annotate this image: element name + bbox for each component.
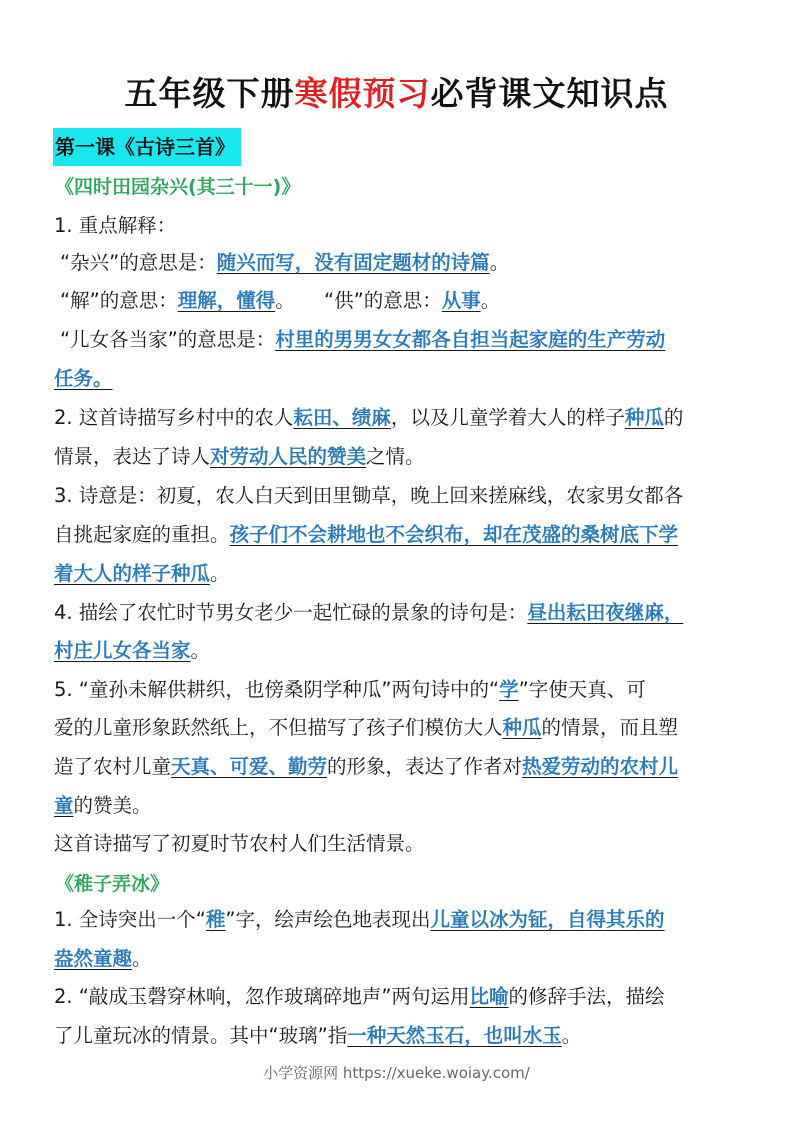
answer-text: 一种天然玉石，也叫水玉	[347, 1024, 562, 1047]
answer-text: 童	[54, 794, 74, 817]
answer-text: 村里的男男女女都各自担当起家庭的生产劳动	[275, 328, 666, 351]
text-line: 1. 重点解释：	[54, 214, 177, 237]
answer-text: 孩子们不会耕地也不会织布，却在茂盛的桑树底下学	[229, 523, 679, 546]
text-line: 4. 描绘了农忙时节男女老少一起忙碌的景象的诗句是：昼出耘田夜继麻，	[54, 601, 684, 624]
text-line: 盎然童趣。	[54, 947, 152, 970]
answer-text: 种瓜	[624, 406, 664, 429]
answer-text: 稚	[205, 908, 226, 931]
answer-text: 着大人的样子种瓜	[54, 562, 211, 585]
answer-text: 村庄儿女各当家	[54, 639, 191, 662]
text-line: 5. “童孙未解供耕织，也傍桑阴学种瓜”两句诗中的“学”字使天真、可	[54, 678, 646, 701]
answer-text: 种瓜	[502, 716, 542, 739]
title-part-1: 五年级下册	[124, 74, 295, 113]
answer-text: 儿童以冰为钲，自得其乐的	[430, 908, 665, 931]
answer-text: 热爱劳动的农村儿	[522, 755, 679, 778]
answer-text: 随兴而写，没有固定题材的诗篇	[216, 251, 490, 274]
poem-heading-1: 《四时田园杂兴(其三十一)》	[55, 176, 301, 198]
answer-text: 从事	[441, 289, 481, 312]
text-line: 情景，表达了诗人对劳动人民的赞美之情。	[54, 445, 425, 468]
text-line: 1. 全诗突出一个“稚”字，绘声绘色地表现出儿童以冰为钲，自得其乐的	[54, 908, 665, 931]
answer-text: 昼出耘田夜继麻，	[527, 601, 684, 624]
answer-text: 比喻	[469, 985, 509, 1008]
title-part-3: 必背课文知识点	[430, 74, 669, 113]
poem-heading-2: 《稚子弄冰》	[55, 873, 170, 895]
text-line: 村庄儿女各当家。	[54, 639, 211, 662]
footer-watermark: 小学资源网 https://xueke.woiay.com/	[263, 1064, 530, 1082]
text-line: 2. “敲成玉磬穿林响，忽作玻璃碎地声”两句运用比喻的修辞手法，描绘	[54, 985, 665, 1008]
answer-text: 理解，懂得	[177, 289, 276, 312]
text-line: 2. 这首诗描写乡村中的农人耘田、绩麻，以及儿童学着大人的样子种瓜的	[54, 406, 684, 429]
text-line: 这首诗描写了初夏时节农村人们生活情景。	[54, 832, 425, 855]
text-line: “儿女各当家”的意思是：村里的男男女女都各自担当起家庭的生产劳动	[60, 328, 666, 351]
answer-text: 对劳动人民的赞美	[210, 445, 367, 468]
answer-text: 任务。	[54, 367, 113, 390]
answer-text: 耘田、绩麻	[293, 406, 391, 429]
text-line: “解”的意思：理解，懂得。 “供”的意思：从事。	[60, 289, 501, 312]
page-title	[0, 68, 793, 115]
answer-text: 学	[499, 678, 519, 701]
text-line: 童的赞美。	[54, 794, 152, 817]
text-line: 3. 诗意是：初夏，农人白天到田里锄草，晚上回来搓麻线，农家男女都各	[54, 484, 684, 507]
text-line: 自挑起家庭的重担。孩子们不会耕地也不会织布，却在茂盛的桑树底下学	[54, 523, 679, 546]
answer-text: 盎然童趣	[54, 947, 133, 970]
text-line	[54, 359, 744, 399]
answer-text: 天真、可爱、勤劳	[171, 755, 328, 778]
text-line: 造了农村儿童天真、可爱、勤劳的形象，表达了作者对热爱劳动的农村儿	[54, 755, 679, 778]
text-line: 着大人的样子种瓜。	[54, 562, 230, 585]
text-line: 爱的儿童形象跃然纸上，不但描写了孩子们模仿大人种瓜的情景，而且塑	[54, 716, 679, 739]
lesson-heading: 第一课《古诗三首》	[53, 128, 241, 166]
text-line: 了儿童玩冰的情景。其中“玻璃”指一种天然玉石，也叫水玉。	[54, 1024, 582, 1047]
title-highlight: 寒假预习	[294, 74, 431, 113]
text-line: “杂兴”的意思是：随兴而写，没有固定题材的诗篇。	[60, 251, 510, 274]
